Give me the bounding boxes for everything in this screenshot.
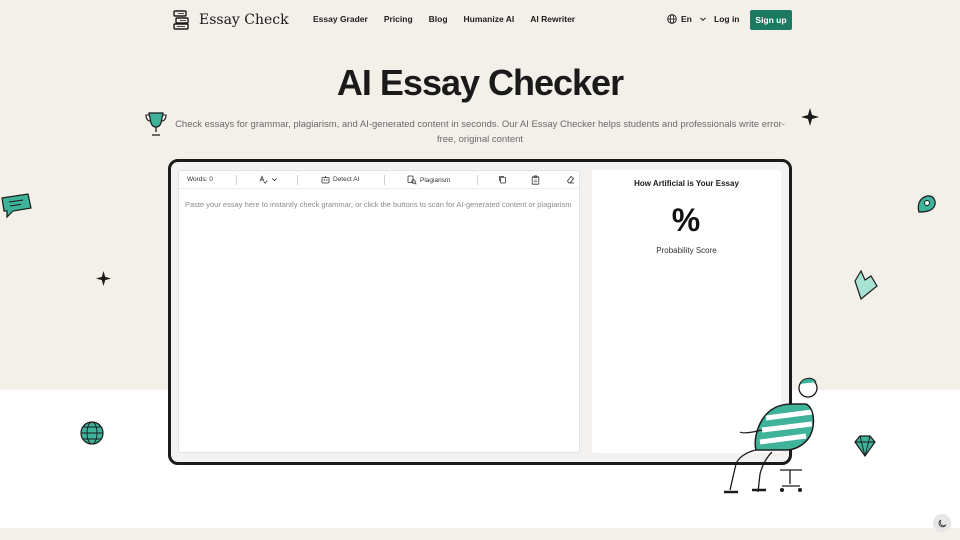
chevron-down-icon <box>271 176 278 183</box>
login-link[interactable]: Log in <box>714 14 740 24</box>
logo-text: Essay Check <box>199 12 289 28</box>
eraser-icon <box>566 175 575 184</box>
toolbar-divider <box>297 175 298 185</box>
nav-essay-grader[interactable]: Essay Grader <box>313 14 368 24</box>
plagiarism-button[interactable] <box>407 175 450 185</box>
language-label: En <box>681 14 692 24</box>
copy-button[interactable] <box>498 175 507 184</box>
toolbar-divider <box>384 175 385 185</box>
person-illustration <box>722 374 832 498</box>
crown-icon <box>851 269 881 301</box>
page-subtitle: Check essays for grammar, plagiarism, and AI-generated content in seconds. Our AI Essay Checker helps students and professionals write error-free, original content <box>175 119 785 145</box>
clear-button[interactable] <box>566 175 575 184</box>
nav-links <box>313 14 591 24</box>
globe-icon <box>667 14 677 24</box>
sparkle-icon <box>96 271 111 286</box>
toolbar-divider <box>477 175 478 185</box>
word-count: Words: 0 <box>187 176 213 183</box>
moon-icon <box>938 519 947 528</box>
footer-band <box>0 528 960 540</box>
toolbar-divider <box>236 175 237 185</box>
essay-editor <box>178 170 580 453</box>
robot-icon <box>321 175 330 184</box>
chevron-down-icon <box>699 15 707 23</box>
sparkle-icon <box>801 108 819 126</box>
detect-ai-button[interactable] <box>321 175 359 184</box>
copy-icon <box>498 175 507 184</box>
plagiarism-icon <box>407 175 417 185</box>
grammar-dropdown[interactable] <box>259 175 278 184</box>
language-selector[interactable] <box>667 14 707 24</box>
probability-score-label: Probability Score <box>656 246 717 255</box>
essay-input[interactable]: Paste your essay here to instantly check grammar, or click the buttons to scan for AI-generated content or plagiarism <box>185 200 572 209</box>
plagiarism-label: Plagiarism <box>420 176 451 184</box>
diamond-icon <box>852 433 878 459</box>
spellcheck-icon <box>259 175 268 184</box>
nav-pricing[interactable]: Pricing <box>383 14 413 24</box>
paste-icon <box>531 175 540 185</box>
percent-icon: % <box>671 202 701 238</box>
nav-ai-rewriter[interactable]: AI Rewriter <box>530 14 576 24</box>
result-title: How Artificial is Your Essay <box>634 179 739 188</box>
nav-blog[interactable]: Blog <box>428 14 448 24</box>
paste-button[interactable] <box>531 175 540 185</box>
signup-button[interactable]: Sign up <box>750 10 792 30</box>
nav-humanize-ai[interactable]: Humanize AI <box>463 14 515 24</box>
trophy-icon <box>144 110 170 138</box>
logo-icon <box>171 9 193 31</box>
page-title: AI Essay Checker <box>336 62 624 103</box>
globe-decoration-icon <box>79 420 105 446</box>
logo[interactable] <box>171 9 289 31</box>
detect-ai-label: Detect AI <box>333 176 360 183</box>
editor-toolbar <box>179 171 579 189</box>
map-pin-icon <box>915 192 939 216</box>
top-nav <box>0 0 960 40</box>
chat-bubble-icon <box>0 192 34 220</box>
dark-mode-toggle[interactable] <box>933 514 951 532</box>
